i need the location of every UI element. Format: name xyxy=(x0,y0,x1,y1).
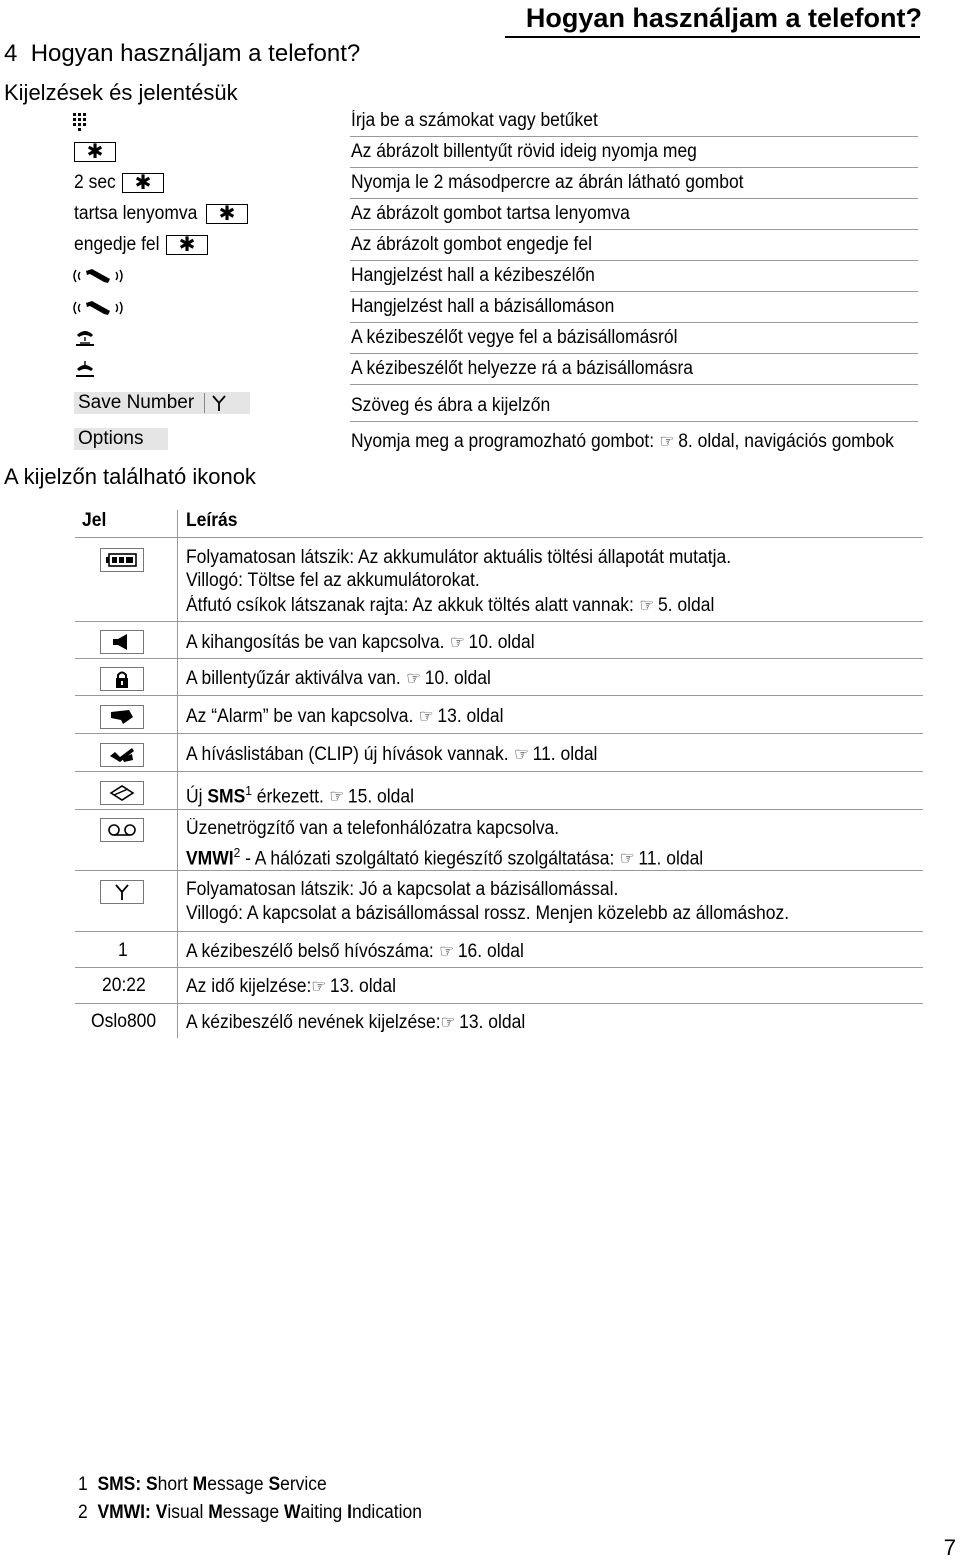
table-text-alarm: Az “Alarm” be van kapcsolva. ☞ 13. oldal xyxy=(186,706,504,727)
legend-text-place: A kézibeszélőt helyezze rá a bázisállomásra xyxy=(351,358,694,379)
pointer-icon: ☞ xyxy=(450,632,465,652)
legend-divider xyxy=(350,260,918,261)
chapter-title: 4 Hogyan használjam a telefont? xyxy=(4,40,361,67)
star-key-icon: ✱ xyxy=(74,142,116,162)
table-rule xyxy=(75,621,923,622)
table-text-lock: A billentyűzár aktiválva van. ☞ 10. oldal xyxy=(186,668,491,689)
table-text-handset-name: A kézibeszélő nevének kijelzése:☞ 13. oldal xyxy=(186,1012,526,1033)
header-rule xyxy=(505,36,920,38)
legend-text-enter-digits: Írja be a számokat vagy betűket xyxy=(351,110,598,131)
sms-icon-box xyxy=(100,781,144,805)
table-header-symbol: Jel xyxy=(82,510,107,531)
section-title-icons: A kijelzőn található ikonok xyxy=(4,464,256,489)
softkey-separator xyxy=(204,393,205,413)
table-column-divider xyxy=(177,510,178,1038)
table-rule xyxy=(75,771,923,772)
star-key-icon: ✱ xyxy=(166,235,208,255)
pointer-icon: ☞ xyxy=(514,744,529,764)
running-head: Hogyan használjam a telefont? xyxy=(525,3,922,33)
legend-text-hold: Az ábrázolt gombot tartsa lenyomva xyxy=(351,203,630,224)
alarm-bell-icon xyxy=(109,709,135,725)
pointer-icon: ☞ xyxy=(439,941,455,961)
voicemail-icon-box xyxy=(100,818,144,842)
pointer-icon: ☞ xyxy=(639,595,655,615)
pointer-icon: ☞ xyxy=(440,1012,456,1032)
ringing-handset-icon xyxy=(70,265,126,287)
table-symbol-time: 20:22 xyxy=(102,975,146,996)
legend-text-ring-base: Hangjelzést hall a bázisállomáson xyxy=(351,296,615,317)
table-rule xyxy=(75,931,923,932)
page-number: 7 xyxy=(943,1535,956,1560)
legend-label-release: engedje fel xyxy=(74,234,160,255)
call-list-icon-box xyxy=(100,743,144,767)
speaker-icon-box xyxy=(100,630,144,654)
pointer-icon: ☞ xyxy=(659,431,675,451)
table-text-call-list: A híváslistában (CLIP) új hívások vannak. ☞ 11. oldal xyxy=(186,744,598,765)
legend-text-short-press: Az ábrázolt billentyűt rövid ideig nyomja meg xyxy=(351,141,697,162)
place-handset-icon xyxy=(74,359,96,379)
legend-text-lift: A kézibeszélőt vegye fel a bázisállomásról xyxy=(351,327,678,348)
antenna-icon xyxy=(114,883,130,901)
table-text-speaker: A kihangosítás be van kapcsolva. ☞ 10. oldal xyxy=(186,632,535,653)
legend-text-ring-handset: Hangjelzést hall a kézibeszélőn xyxy=(351,265,595,286)
legend-label-hold: tartsa lenyomva xyxy=(74,203,198,224)
lock-icon-box xyxy=(100,667,144,691)
table-rule xyxy=(75,733,923,734)
alarm-icon-box xyxy=(100,705,144,729)
table-rule xyxy=(75,695,923,696)
legend-text-release: Az ábrázolt gombot engedje fel xyxy=(351,234,592,255)
table-text-sms: Új SMS$^1$ érkezett. ☞ 15. oldal xyxy=(186,783,414,808)
table-text-internal-number: A kézibeszélő belső hívószáma: ☞ 16. oldal xyxy=(186,941,524,962)
legend-divider xyxy=(350,322,918,323)
table-symbol-internal-number: 1 xyxy=(118,940,128,961)
legend-divider xyxy=(350,353,918,354)
lift-handset-icon xyxy=(74,328,96,348)
section-title-displays: Kijelzések és jelentésük xyxy=(4,80,238,105)
speaker-icon xyxy=(111,634,133,650)
table-rule xyxy=(75,967,923,968)
voicemail-icon xyxy=(106,823,138,837)
legend-text-2sec: Nyomja le 2 másodpercre az ábrán látható gombot xyxy=(351,172,744,193)
footnote-sms: 1 SMS: Short Message Service xyxy=(78,1474,327,1495)
softkey-save-number-label: Save Number xyxy=(78,392,195,413)
table-text-time: Az idő kijelzése:☞ 13. oldal xyxy=(186,976,396,997)
softkey-options[interactable]: Options xyxy=(74,428,168,450)
footnote-vmwi: 2 VMWI: Visual Message Waiting Indication xyxy=(78,1502,422,1523)
table-text-voicemail-2: VMWI$^2$ - A hálózati szolgáltató kiegészítő szolgáltatása: ☞ 11. oldal xyxy=(186,845,704,870)
pointer-icon: ☞ xyxy=(329,786,345,807)
legend-label-2sec: 2 sec xyxy=(74,172,116,193)
keypad-icon xyxy=(72,112,90,132)
battery-icon-box xyxy=(100,548,144,572)
table-symbol-handset-name: Oslo800 xyxy=(91,1011,157,1032)
softkey-save-number[interactable] xyxy=(74,392,250,414)
table-text-voicemail-1: Üzenetrögzítő van a telefonhálózatra kapcsolva. xyxy=(186,818,560,839)
antenna-icon-box xyxy=(100,880,144,904)
table-rule xyxy=(75,1003,923,1004)
star-key-icon: ✱ xyxy=(122,173,164,193)
table-header-description: Leírás xyxy=(186,510,238,531)
table-text-antenna-1: Folyamatosan látszik: Jó a kapcsolat a bázisállomással. xyxy=(186,879,619,900)
legend-divider xyxy=(350,198,918,199)
table-rule xyxy=(75,537,923,538)
legend-text-softkey: Nyomja meg a programozható gombot: ☞ 8. oldal, navigációs gombok xyxy=(351,431,894,452)
table-text-battery-3: Átfutó csíkok látszanak rajta: Az akkuk töltés alatt vannak: ☞ 5. oldal xyxy=(186,595,715,616)
table-rule xyxy=(75,658,923,659)
legend-divider xyxy=(350,136,918,137)
table-text-battery-2: Villogó: Töltse fel az akkumulátorokat. xyxy=(186,570,480,591)
legend-divider xyxy=(350,229,918,230)
table-rule xyxy=(75,809,923,810)
pointer-icon: ☞ xyxy=(406,668,422,688)
sms-envelope-icon xyxy=(108,785,136,801)
table-text-battery-1: Folyamatosan látszik: Az akkumulátor aktuális töltési állapotát mutatja. xyxy=(186,547,732,568)
pointer-icon: ☞ xyxy=(418,706,434,726)
table-text-antenna-2: Villogó: A kapcsolat a bázisállomással rossz. Menjen közelebb az állomáshoz. xyxy=(186,903,790,924)
legend-divider xyxy=(350,384,918,385)
legend-divider xyxy=(350,167,918,168)
lock-icon xyxy=(114,670,130,688)
pointer-icon: ☞ xyxy=(619,848,635,869)
battery-icon xyxy=(106,553,138,567)
star-key-icon: ✱ xyxy=(206,204,248,224)
pointer-icon: ☞ xyxy=(311,976,327,996)
legend-divider xyxy=(350,291,918,292)
legend-text-display-text: Szöveg és ábra a kijelzőn xyxy=(351,395,551,416)
antenna-icon xyxy=(211,394,227,412)
legend-divider xyxy=(350,421,918,422)
call-list-icon xyxy=(108,746,136,764)
table-rule xyxy=(75,870,923,871)
ringing-base-icon xyxy=(70,297,126,319)
